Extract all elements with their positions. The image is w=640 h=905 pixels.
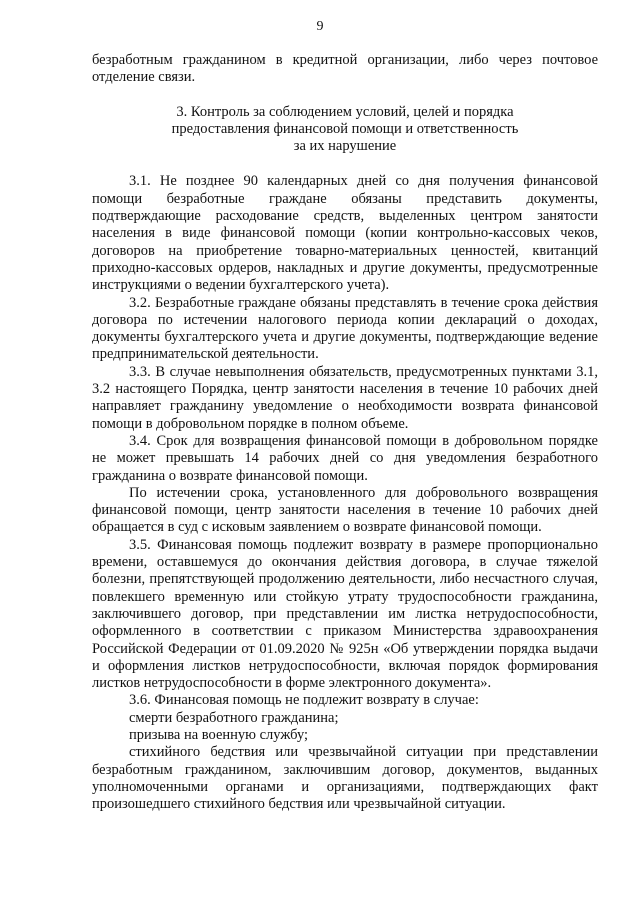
list-item-disaster: стихийного бедствия или чрезвычайной ситуации при представлении безработным гражданином, заключившим договор, документов, выданных уполномоченными органами и организациями, подтверждающих факт произошедшего стихийного бедствия или чрезвычайной ситуации.: [92, 744, 598, 813]
paragraph-3-4: 3.4. Срок для возвращения финансовой помощи в добровольном порядке не может превышать 14 рабочих дней со дня уведомления безработного гражданина о возврате финансовой помощи.: [92, 432, 598, 484]
list-item-death: смерти безработного гражданина;: [129, 709, 339, 726]
paragraph-3-5: 3.5. Финансовая помощь подлежит возврату в размере пропорционально времени, оставшемуся до окончания действия договора, в случае тяжелой болезни, препятствующей продолжению деятельности, либо несчастного случая, повлекшего временную или стойкую утрату трудоспособности гражданина, заключившего договор, при представлении им листка нетрудоспособности, оформленного в соответствии с приказом Министерства здравоохранения Российской Федерации от 01.09.2020 № 925н «Об утверждении порядка выдачи и оформления листков нетрудоспособности, включая порядок формирования листков нетрудоспособности в форме электронного документа».: [92, 536, 598, 692]
section-title-line-2: предоставления финансовой помощи и ответственность: [171, 120, 519, 137]
section-title: [92, 104, 598, 156]
page-number: 9: [316, 19, 324, 34]
paragraph-court-action: По истечении срока, установленного для добровольного возвращения финансовой помощи, центр занятости населения в течение 10 рабочих дней обращается в суд с исковым заявлением о возврате финансовой помощи.: [92, 484, 598, 536]
section-title-line-3: за их нарушение: [293, 138, 397, 155]
section-title-line-1: 3. Контроль за соблюдением условий, целей и порядка: [176, 103, 514, 120]
paragraph-3-2: 3.2. Безработные граждане обязаны представлять в течение срока действия договора по истечении налогового периода копии деклараций о доходах, документы бухгалтерского учета и другие документы, подтверждающие ведение предпринимательской деятельности.: [92, 294, 598, 363]
paragraph-3-6: 3.6. Финансовая помощь не подлежит возврату в случае:: [129, 692, 479, 709]
list-item-military: призыва на военную службу;: [129, 726, 309, 743]
paragraph-3-1: 3.1. Не позднее 90 календарных дней со дня получения финансовой помощи безработные граждане обязаны представить документы, подтверждающие расходование средств, выделенных центром занятости населения в виде финансовой помощи (копии контрольно-кассовых чеков, договоров на приобретение товарно-материальных ценностей, квитанций приходно-кассовых ордеров, накладных и другие документы, предусмотренные инструкциями о ведении бухгалтерского учета).: [92, 173, 598, 294]
document-body: [92, 52, 598, 813]
paragraph-3-3: 3.3. В случае невыполнения обязательств, предусмотренных пунктами 3.1, 3.2 настоящего Порядка, центр занятости населения в течение 10 рабочих дней направляет гражданину уведомление о необходимости возврата финансовой помощи в добровольном порядке в полном объеме.: [92, 363, 598, 432]
intro-paragraph: безработным гражданином в кредитной организации, либо через почтовое отделение связи.: [92, 52, 598, 86]
